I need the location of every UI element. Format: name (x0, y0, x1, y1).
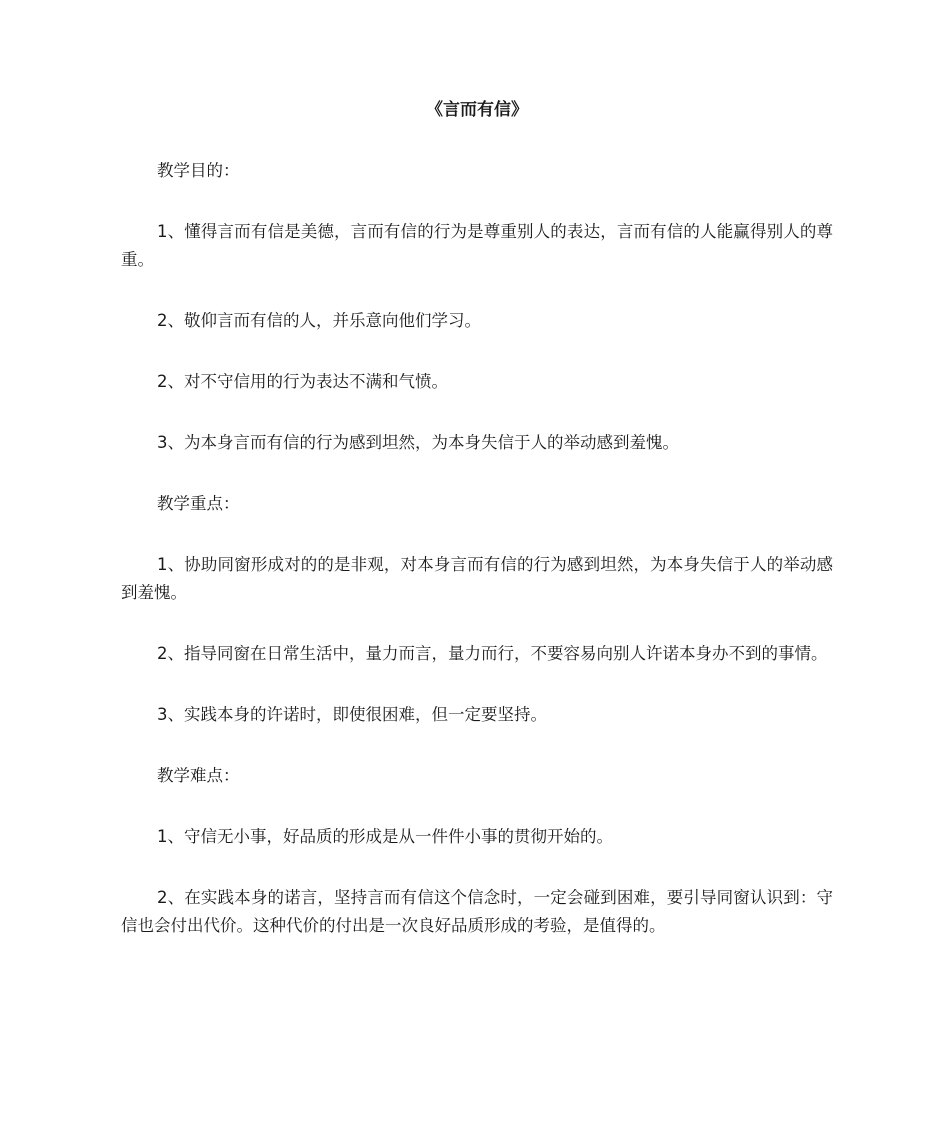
key-point-item: 1、协助同窗形成对的的是非观，对本身言而有信的行为感到坦然，为本身失信于人的举动感到羞愧。 (121, 555, 833, 602)
document-body (121, 96, 833, 973)
document-title: 《言而有信》 (426, 100, 528, 120)
objective-item: 2、对不守信用的行为表达不满和气愤。 (157, 372, 448, 391)
section-heading-objectives: 教学目的： (157, 161, 240, 180)
difficulty-item: 1、守信无小事，好品质的形成是从一件件小事的贯彻开始的。 (157, 827, 613, 846)
difficulty-item: 2、在实践本身的诺言，坚持言而有信这个信念时，一定会碰到困难，要引导同窗认识到：守信也会付出代价。这种代价的付出是一次良好品质形成的考验，是值得的。 (121, 888, 833, 935)
key-point-item: 3、实践本身的许诺时，即使很困难，但一定要坚持。 (157, 705, 547, 724)
objective-item: 1、懂得言而有信是美德，言而有信的行为是尊重别人的表达，言而有信的人能赢得别人的尊重。 (121, 222, 833, 269)
section-heading-key-points: 教学重点： (157, 494, 240, 513)
section-heading-difficulties: 教学难点： (157, 766, 240, 785)
key-point-item: 2、指导同窗在日常生活中，量力而言，量力而行，不要容易向别人许诺本身办不到的事情。 (157, 644, 828, 663)
objective-item: 2、敬仰言而有信的人，并乐意向他们学习。 (157, 311, 481, 330)
objective-item: 3、为本身言而有信的行为感到坦然，为本身失信于人的举动感到羞愧。 (157, 433, 679, 452)
